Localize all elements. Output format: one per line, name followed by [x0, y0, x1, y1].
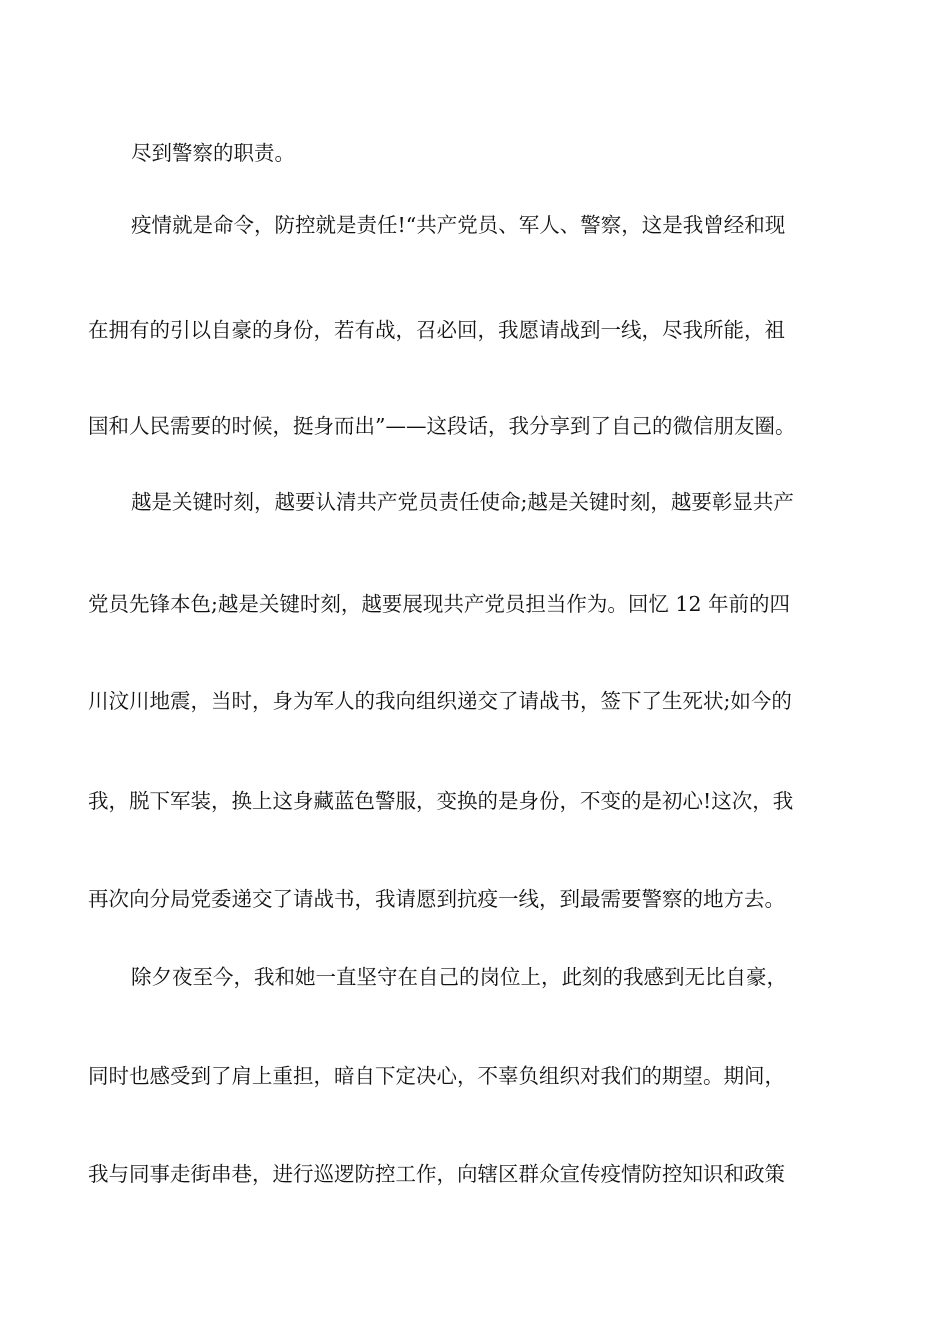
paragraph-2-line-1: 疫情就是命令，防控就是责任!“共产党员、军人、警察，这是我曾经和现 — [131, 213, 786, 237]
paragraph-4-line-3: 我与同事走街串巷，进行巡逻防控工作，向辖区群众宣传疫情防控知识和政策 — [88, 1162, 785, 1186]
paragraph-4-line-1: 除夕夜至今，我和她一直坚守在自己的岗位上，此刻的我感到无比自豪， — [131, 965, 787, 989]
paragraph-2-line-2: 在拥有的引以自豪的身份，若有战，召必回，我愿请战到一线，尽我所能，祖 — [88, 318, 785, 342]
paragraph-3-line-4: 我，脱下军装，换上这身藏蓝色警服，变换的是身份，不变的是初心!这次，我 — [88, 789, 794, 813]
paragraph-2-line-3: 国和人民需要的时候，挺身而出”——这段话，我分享到了自己的微信朋友圈。 — [88, 414, 796, 438]
paragraph-3-line-3: 川汶川地震，当时，身为军人的我向组织递交了请战书，签下了生死状;如今的 — [88, 689, 792, 713]
paragraph-1-line-1: 尽到警察的职责。 — [131, 141, 295, 165]
paragraph-3-line-1: 越是关键时刻，越要认清共产党员责任使命;越是关键时刻，越要彰显共产 — [131, 490, 794, 514]
paragraph-4-line-2: 同时也感受到了肩上重担，暗自下定决心，不辜负组织对我们的期望。期间， — [88, 1064, 785, 1088]
paragraph-3-line-5: 再次向分局党委递交了请战书，我请愿到抗疫一线，到最需要警察的地方去。 — [88, 887, 785, 911]
paragraph-3-line-2: 党员先锋本色;越是关键时刻，越要展现共产党员担当作为。回忆 12 年前的四 — [88, 592, 791, 616]
